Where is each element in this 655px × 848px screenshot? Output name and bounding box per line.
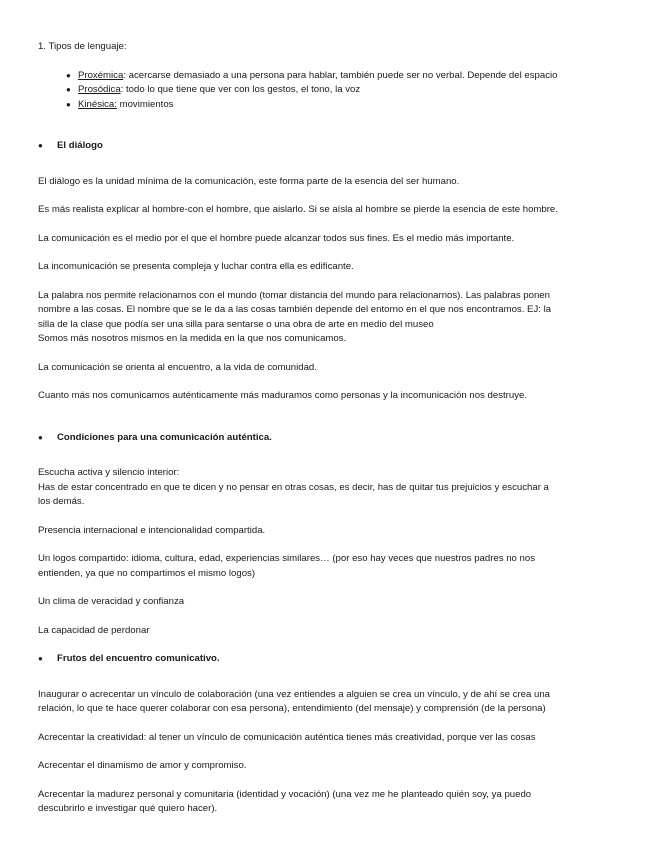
paragraph: Presencia internacional e intencionalidad compartida. bbox=[38, 524, 266, 536]
paragraph: La incomunicación se presenta compleja y luchar contra ella es edificante. bbox=[38, 261, 354, 272]
bullet-icon: ● bbox=[38, 141, 43, 150]
paragraph: Acrecentar la creatividad: al tener un vínculo de comunicación auténtica tienes más creatividad, porque ver las cosas bbox=[38, 731, 536, 743]
paragraph-line: los demás. bbox=[38, 496, 85, 507]
paragraph-line: Has de estar concentrado en que te dicen y no pensar en otras cosas, es decir, has de quitar tus prejuicios y escuchar a bbox=[38, 481, 549, 493]
paragraph-line: entienden, ya que no compartimos el mismo logos) bbox=[38, 567, 256, 579]
paragraph: El diálogo es la unidad mínima de la comunicación, este forma parte de la esencia del ser humano. bbox=[38, 175, 460, 187]
paragraph-line: silla de la clase que podía ser una silla para sentarse o una obra de arte en medio del museo bbox=[38, 318, 434, 330]
paragraph: La comunicación es el medio por el que el hombre puede alcanzar todos sus fines. Es el medio más importante. bbox=[38, 232, 515, 244]
paragraph: La comunicación se orienta al encuentro, a la vida de comunidad. bbox=[38, 361, 317, 373]
paragraph: Cuanto más nos comunicamos auténticamente más maduramos como personas y la incomunicación nos destruye. bbox=[38, 390, 527, 401]
bullet-icon: ● bbox=[38, 432, 43, 442]
paragraph-line: Acrecentar la madurez personal y comunitaria (identidad y vocación) (una vez me he planteado quién soy, ya puedo bbox=[38, 788, 532, 800]
paragraph-line: nombre a las cosas. El nombre que se le da a las cosas también depende del entorno en el que nos encontramos. EJ: la bbox=[38, 304, 552, 315]
bullet-icon: ● bbox=[66, 70, 71, 80]
paragraph-line: Un logos compartido: idioma, cultura, edad, experiencias similares… (por eso hay veces que nuestros padres no nos bbox=[38, 553, 536, 564]
list-item bbox=[66, 98, 618, 113]
paragraph-line: relación, lo que te hace querer colaborar con esa persona), entendimiento (del mensaje) y comprensión (de la persona) bbox=[38, 703, 546, 714]
paragraph bbox=[38, 289, 618, 347]
paragraph-line: Escucha activa y silencio interior: bbox=[38, 467, 180, 478]
paragraph: Un clima de veracidad y confianza bbox=[38, 596, 185, 607]
paragraph-line: Somos más nosotros mismos en la medida en la que nos comunicamos. bbox=[38, 333, 347, 344]
bullet-icon: ● bbox=[38, 654, 43, 663]
list-heading: 1. Tipos de lenguaje: bbox=[38, 41, 127, 52]
term-description: : acercarse demasiado a una persona para hablar, también puede ser no verbal. Depende del espacio bbox=[123, 69, 558, 81]
section-title-text: Frutos del encuentro comunicativo. bbox=[57, 653, 220, 664]
list-item bbox=[66, 83, 618, 98]
paragraph: Es más realista explicar al hombre-con el hombre, que aislarlo. Si se aísla al hombre se pierde la esencia de este hombre. bbox=[38, 204, 558, 215]
section-title-text: El diálogo bbox=[57, 140, 103, 151]
term-proxemica: Proxémica bbox=[78, 69, 124, 81]
bullet-icon: ● bbox=[66, 85, 71, 94]
paragraph bbox=[38, 466, 618, 510]
term-description: : todo lo que tiene que ver con los gestos, el tono, la voz bbox=[120, 84, 361, 95]
paragraph bbox=[38, 688, 618, 717]
term-kinesica: Kinésica: bbox=[78, 98, 117, 110]
bullet-icon: ● bbox=[66, 99, 71, 109]
paragraph bbox=[38, 552, 618, 581]
paragraph-line: La palabra nos permite relacionarnos con el mundo (tomar distancia del mundo para relacionarnos). Las palabras ponen bbox=[38, 289, 550, 301]
section-title-text: Condiciones para una comunicación auténtica. bbox=[57, 431, 272, 443]
paragraph: Acrecentar el dinamismo de amor y compromiso. bbox=[38, 760, 247, 771]
paragraph-line: Inaugurar o acrecentar un vínculo de colaboración (una vez entiendes a alguien se crea un vínculo, y de ahí se crea una bbox=[38, 688, 550, 700]
paragraph bbox=[38, 788, 618, 817]
term-prosodica: Prosódica bbox=[78, 84, 121, 95]
term-description: movimientos bbox=[116, 98, 174, 110]
document-page bbox=[38, 40, 618, 817]
paragraph-line: descubrirlo e investigar qué quiero hacer). bbox=[38, 803, 218, 814]
paragraph: La capacidad de perdonar bbox=[38, 624, 150, 636]
section-title-frutos bbox=[38, 652, 618, 667]
language-types-list bbox=[38, 69, 618, 113]
section-title-dialogo bbox=[38, 139, 618, 154]
list-item bbox=[66, 69, 618, 84]
section-title-condiciones bbox=[38, 431, 618, 446]
